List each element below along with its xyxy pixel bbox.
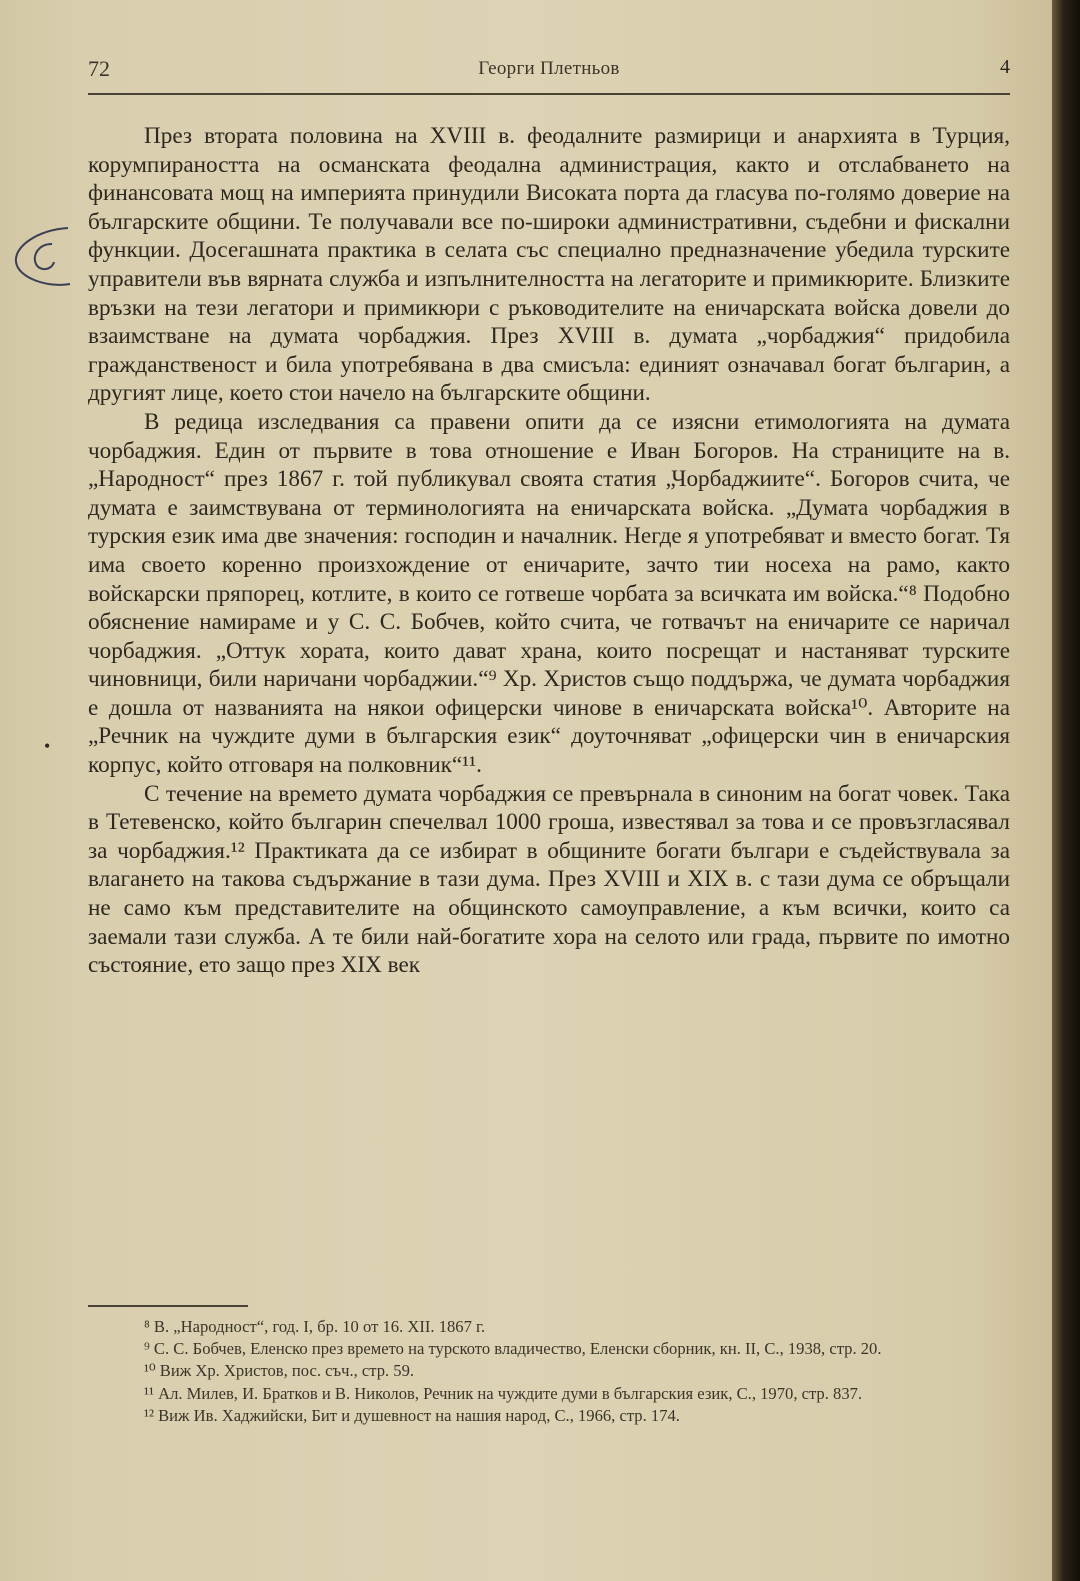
page-header <box>88 56 1010 90</box>
footnotes <box>88 1316 1010 1427</box>
main-text <box>88 122 1010 980</box>
footnote: ¹² Виж Ив. Хаджийски, Бит и душевност на нашия народ, С., 1966, стр. 174. <box>144 1405 680 1425</box>
footnote: ⁹ С. С. Бобчев, Еленско през времето на турското владичество, Еленски сборник, кн. II, С., 1938, стр. 20. <box>144 1339 882 1359</box>
running-title: Георги Плетньов <box>478 58 620 79</box>
footnote: ⁸ В. „Народност“, год. I, бр. 10 от 16. XII. 1867 г. <box>144 1317 486 1336</box>
footnote: ¹¹ Ал. Милев, И. Братков и В. Николов, Речник на чуждите думи в българския език, С., 1970, стр. 837. <box>144 1383 863 1403</box>
page-number: 72 <box>88 56 110 81</box>
margin-bullet: • <box>44 736 51 756</box>
corner-mark: 4 <box>1000 56 1010 78</box>
book-spine <box>1052 0 1080 1581</box>
paragraph: С течение на времето думата чорбаджия се превърнала в синоним на богат човек. Така в Тетевенско, който българин спечелвал 1000 гроша, известявал за това и се провъзгласявал за чорбаджия.¹² Практиката да се избират в общините богати българи е съдействувала за влагането на такова съдържание в тази дума. През XVIII и XIX в. с тази дума се обръщали не само към представителите на общинското самоуправление, а към всички, които са заемали тази служба. А те били най-богатите хора на селото или града, първите по имотно състояние, ето защо през XIX век <box>88 780 1010 979</box>
handwritten-margin-mark-icon <box>8 222 74 290</box>
footnote-rule <box>88 1305 248 1307</box>
paragraph: В редица изследвания са правени опити да се изясни етимологията на думата чорбаджия. Един от първите в това отношение е Иван Богоров. На страниците на в. „Народност“ през 1867 г. той публикувал своята статия „Чорбаджиите“. Богоров счита, че думата е заимствувана от терминологията на еничарската войска. „Думата чорбаджия в турския език има две значения: господин и началник. Негде я употребяват и вместо богат. Тя има своето коренно произхождение от еничарите, зачто тии носеха на рамо, както войскарски пряпорец, котлите, в които се готвеше чорбата за всичката им войска.“⁸ Подобно обяснение намираме и у С. С. Бобчев, който счита, че готвачът на еничарите се наричал чорбаджия. „Оттук хората, които дават храна, които посрещат и настаняват турските чиновници, били наричани чорбаджии.“⁹ Хр. Христов също поддържа, че думата чорбаджия е дошла от названията на някои офицерски чинове в еничарската войска¹⁰. Авторите на „Речник на чуждите думи в българския език“ доуточняват „офицерски чин в еничарския корпус, който отговаря на полковник“¹¹. <box>88 408 1010 779</box>
header-rule <box>88 93 1010 95</box>
paragraph: През втората половина на XVIII в. феодалните размирици и анархията в Турция, корумпираността на османската феодална администрация, както и отслабването на финансовата мощ на империята принудили Високата порта да гласува по-голямо доверие на българските общини. Те получавали все по-широки административни, съдебни и фискални функции. Досегашната практика в селата със специално предназначение убедила турските управители във вярната служба и изпълнителността на легаторите и примикюрите. Близките връзки на тези легатори и примикюри с ръководителите на еничарската войска довели до взаимстване на думата чорбаджия. През XVIII в. думата „чорбаджия“ придобила гражданственост и била употребявана в два смисъла: единият означавал богат българин, а другият лице, което стои начело на българските общини. <box>88 123 1010 407</box>
footnote: ¹⁰ Виж Хр. Христов, пос. съч., стр. 59. <box>144 1361 415 1381</box>
